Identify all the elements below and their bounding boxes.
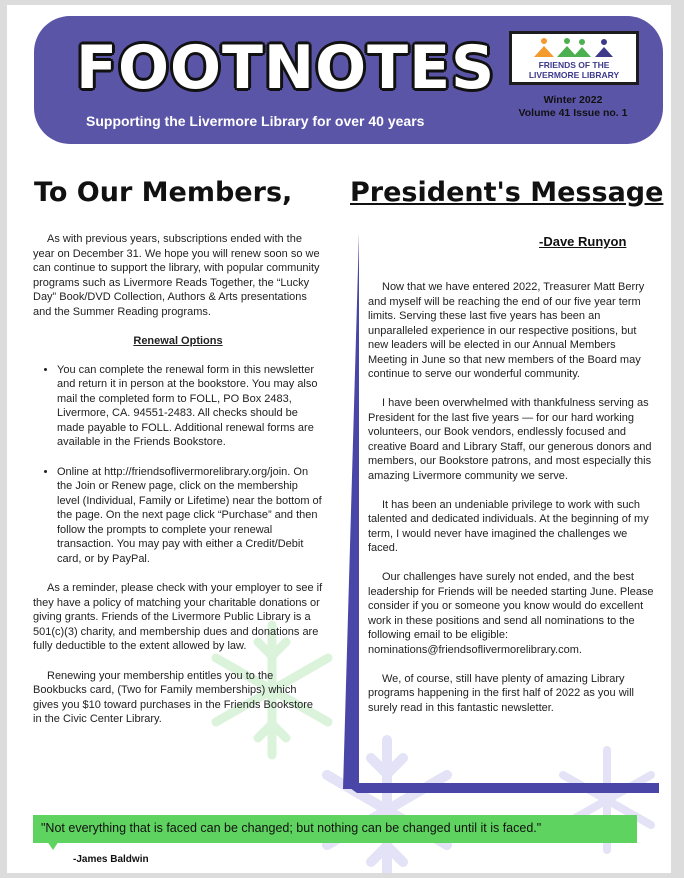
members-column bbox=[33, 232, 323, 742]
newsletter-page bbox=[7, 5, 671, 873]
masthead-title: FOOTNOTES bbox=[76, 33, 496, 103]
members-reminder: As a reminder, please check with your employer to see if they have a policy of matching your charitable donations or giving grants. Friends of the Livermore Public Library is a 501(c)(3) charity, and membership dues and donations are fully deductible to the extent allowed by law. bbox=[33, 582, 323, 652]
renewal-option-online: • Online at http://friendsoflivermorelibrary.org/join. On the Join or Renew page, click on the membership level (Individual, Family or Lifetime) near the bottom of the page. On the next page click “Purchase” and then follow the prompts to complete your renewal transaction. You may pay with either a Credit/Debit card, or by PayPal. bbox=[57, 465, 323, 567]
readers-icon bbox=[532, 37, 616, 59]
president-paragraph: I have been overwhelmed with thankfulness serving as President for the last five years — for our hard working volunteers, our Book vendors, endlessly focused and creative Board and Library Staff, our generous donors and members, our Bookstore patrons, and most especially this amazing Livermore community we serve. bbox=[368, 397, 652, 482]
president-column bbox=[368, 280, 656, 730]
quote-tail bbox=[47, 841, 59, 850]
president-paragraph: It has been an undeniable privilege to work with such talented and dedicated individuals. At the beginning of my term, I would never have imagined the challenges we faced. bbox=[368, 498, 649, 554]
members-intro: As with previous years, subscriptions ended with the year on December 31. We hope you will renew soon so we can continue to support the library, with popular community programs such as Livermore Reads Together, the “Lucky Day” Book/DVD Collection, Authors & Arts presentations and the Summer Reading programs. bbox=[33, 233, 320, 318]
president-paragraph: Our challenges have surely not ended, and the best leadership for Friends will be needed starting June. Please consider if you or someone you know would do excellent work in these positions and send all nominations to the following email to be eligible: nominations@friendsoflivermorelibrary.com. bbox=[368, 571, 654, 656]
friends-logo bbox=[509, 31, 639, 85]
president-paragraph: Now that we have entered 2022, Treasurer Matt Berry and myself will be reaching the end of our five year term limits. Serving these last five years has been an unparalleled experience in our respective positions, but new leaders will be elected in our Annual Members Meeting in June so that new members of the Board may continue to serve our wonderful community. bbox=[368, 281, 645, 380]
snowflake-icon bbox=[307, 735, 467, 873]
issue-info bbox=[503, 94, 643, 120]
logo-text bbox=[512, 60, 636, 80]
logo-line-2: LIVERMORE LIBRARY bbox=[528, 70, 620, 80]
quote-author: -James Baldwin bbox=[73, 854, 149, 865]
renewal-option-mail: • You can complete the renewal form in this newsletter and return it in person at the bookstore. You may also mail the completed form to FOLL, PO Box 2483, Livermore, CA. 94551-2483. All checks should be made payable to FOLL. Additional renewal forms are available in the Friends Bookstore. bbox=[57, 363, 323, 450]
message-frame-bottom bbox=[343, 783, 659, 793]
logo-line-1: FRIENDS OF THE bbox=[538, 60, 610, 70]
president-heading: President's Message bbox=[350, 177, 664, 208]
issue-volume: Volume 41 Issue no. 1 bbox=[518, 107, 628, 119]
tagline: Supporting the Livermore Library for over 40 years bbox=[86, 113, 425, 129]
members-bookbucks: Renewing your membership entitles you to the Bookbucks card, (Two for Family memberships) which gives you $10 toward purchases in the Friends Bookstore in the Civic Center Library. bbox=[33, 669, 314, 725]
president-paragraph: We, of course, still have plenty of amazing Library programs happening in the first half of 2022 as you will surely read in this fantastic newsletter. bbox=[368, 672, 634, 714]
quote-banner: "Not everything that is faced can be changed; but nothing can be changed until it is faced." bbox=[33, 815, 637, 843]
message-frame bbox=[343, 233, 359, 789]
renewal-list bbox=[33, 363, 323, 567]
members-heading: To Our Members, bbox=[34, 177, 293, 208]
president-author: -Dave Runyon bbox=[539, 234, 627, 249]
renewal-heading: Renewal Options bbox=[133, 335, 223, 347]
issue-season: Winter 2022 bbox=[543, 94, 603, 106]
